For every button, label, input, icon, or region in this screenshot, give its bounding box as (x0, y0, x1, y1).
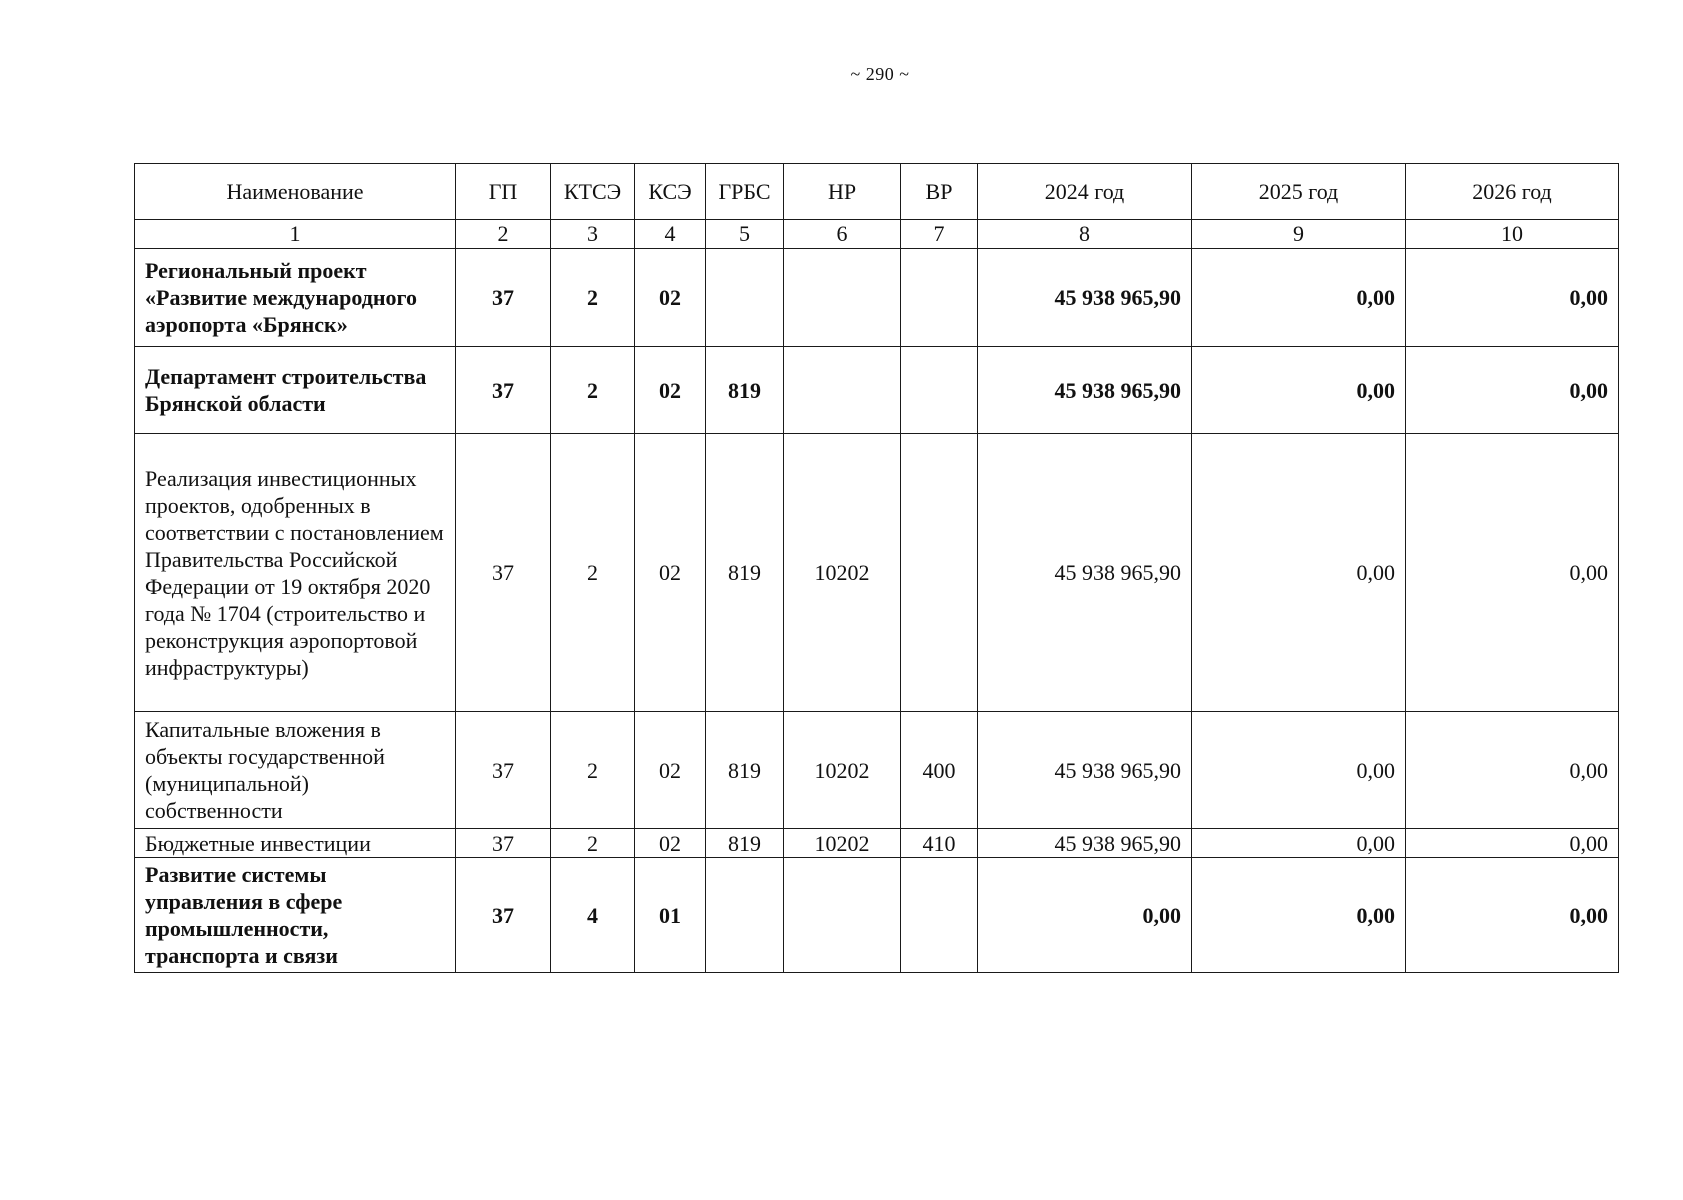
column-number: 8 (978, 220, 1192, 249)
table-row (135, 249, 1619, 347)
header-2024: 2024 год (978, 164, 1192, 220)
cell-gp: 37 (456, 829, 551, 858)
cell-grbs: 819 (706, 829, 784, 858)
column-number: 4 (635, 220, 706, 249)
header-grbs: ГРБС (706, 164, 784, 220)
column-number: 2 (456, 220, 551, 249)
header-name: Наименование (135, 164, 456, 220)
column-number: 5 (706, 220, 784, 249)
cell-grbs (706, 858, 784, 973)
column-number: 9 (1192, 220, 1406, 249)
cell-grbs: 819 (706, 434, 784, 712)
header-kse: КСЭ (635, 164, 706, 220)
cell-vr: 410 (901, 829, 978, 858)
table-row (135, 712, 1619, 829)
cell-2026: 0,00 (1406, 434, 1619, 712)
row-name: Региональный проект «Развитие международного аэропорта «Брянск» (135, 249, 456, 347)
cell-2026: 0,00 (1406, 249, 1619, 347)
page-number: ~ 290 ~ (850, 64, 910, 84)
cell-ktse: 2 (551, 347, 635, 434)
header-ktse: КТСЭ (551, 164, 635, 220)
cell-vr: 400 (901, 712, 978, 829)
cell-ktse: 2 (551, 829, 635, 858)
cell-kse: 02 (635, 829, 706, 858)
cell-2025: 0,00 (1192, 829, 1406, 858)
cell-grbs: 819 (706, 347, 784, 434)
cell-2024: 0,00 (978, 858, 1192, 973)
header-2025: 2025 год (1192, 164, 1406, 220)
cell-nr (784, 347, 901, 434)
cell-2024: 45 938 965,90 (978, 249, 1192, 347)
column-number: 6 (784, 220, 901, 249)
row-name: Капитальные вложения в объекты государственной (муниципальной) собственности (135, 712, 456, 829)
cell-ktse: 2 (551, 712, 635, 829)
header-vr: ВР (901, 164, 978, 220)
cell-2024: 45 938 965,90 (978, 829, 1192, 858)
row-name: Развитие системы управления в сфере промышленности, транспорта и связи (135, 858, 456, 973)
cell-vr (901, 434, 978, 712)
cell-gp: 37 (456, 347, 551, 434)
cell-gp: 37 (456, 249, 551, 347)
cell-2024: 45 938 965,90 (978, 434, 1192, 712)
cell-vr (901, 858, 978, 973)
cell-kse: 02 (635, 347, 706, 434)
table-row (135, 434, 1619, 712)
column-number: 10 (1406, 220, 1619, 249)
table-row (135, 829, 1619, 858)
cell-ktse: 4 (551, 858, 635, 973)
cell-2024: 45 938 965,90 (978, 712, 1192, 829)
table-row (135, 858, 1619, 973)
cell-kse: 01 (635, 858, 706, 973)
cell-2025: 0,00 (1192, 712, 1406, 829)
cell-nr: 10202 (784, 434, 901, 712)
cell-gp: 37 (456, 858, 551, 973)
cell-nr: 10202 (784, 829, 901, 858)
cell-2025: 0,00 (1192, 347, 1406, 434)
cell-nr: 10202 (784, 712, 901, 829)
cell-2026: 0,00 (1406, 858, 1619, 973)
column-number: 7 (901, 220, 978, 249)
cell-2025: 0,00 (1192, 249, 1406, 347)
column-number: 3 (551, 220, 635, 249)
cell-vr (901, 249, 978, 347)
header-gp: ГП (456, 164, 551, 220)
cell-vr (901, 347, 978, 434)
cell-gp: 37 (456, 434, 551, 712)
cell-grbs: 819 (706, 712, 784, 829)
cell-ktse: 2 (551, 249, 635, 347)
cell-2025: 0,00 (1192, 434, 1406, 712)
cell-2026: 0,00 (1406, 347, 1619, 434)
cell-kse: 02 (635, 712, 706, 829)
cell-grbs (706, 249, 784, 347)
cell-kse: 02 (635, 249, 706, 347)
budget-table (134, 163, 1619, 973)
header-row (135, 164, 1619, 220)
cell-nr (784, 858, 901, 973)
header-2026: 2026 год (1406, 164, 1619, 220)
cell-nr (784, 249, 901, 347)
table-row (135, 347, 1619, 434)
cell-2024: 45 938 965,90 (978, 347, 1192, 434)
row-name: Реализация инвестиционных проектов, одобренных в соответствии с постановлением Правительства Российской Федерации от 19 октября 2020 года № 1704 (строительство и реконструкция аэропортовой инфраструктуры) (135, 434, 456, 712)
row-name: Бюджетные инвестиции (135, 829, 456, 858)
cell-kse: 02 (635, 434, 706, 712)
row-name: Департамент строительства Брянской области (135, 347, 456, 434)
column-number-row (135, 220, 1619, 249)
cell-2026: 0,00 (1406, 712, 1619, 829)
cell-2025: 0,00 (1192, 858, 1406, 973)
cell-ktse: 2 (551, 434, 635, 712)
column-number: 1 (135, 220, 456, 249)
cell-2026: 0,00 (1406, 829, 1619, 858)
cell-gp: 37 (456, 712, 551, 829)
header-nr: НР (784, 164, 901, 220)
